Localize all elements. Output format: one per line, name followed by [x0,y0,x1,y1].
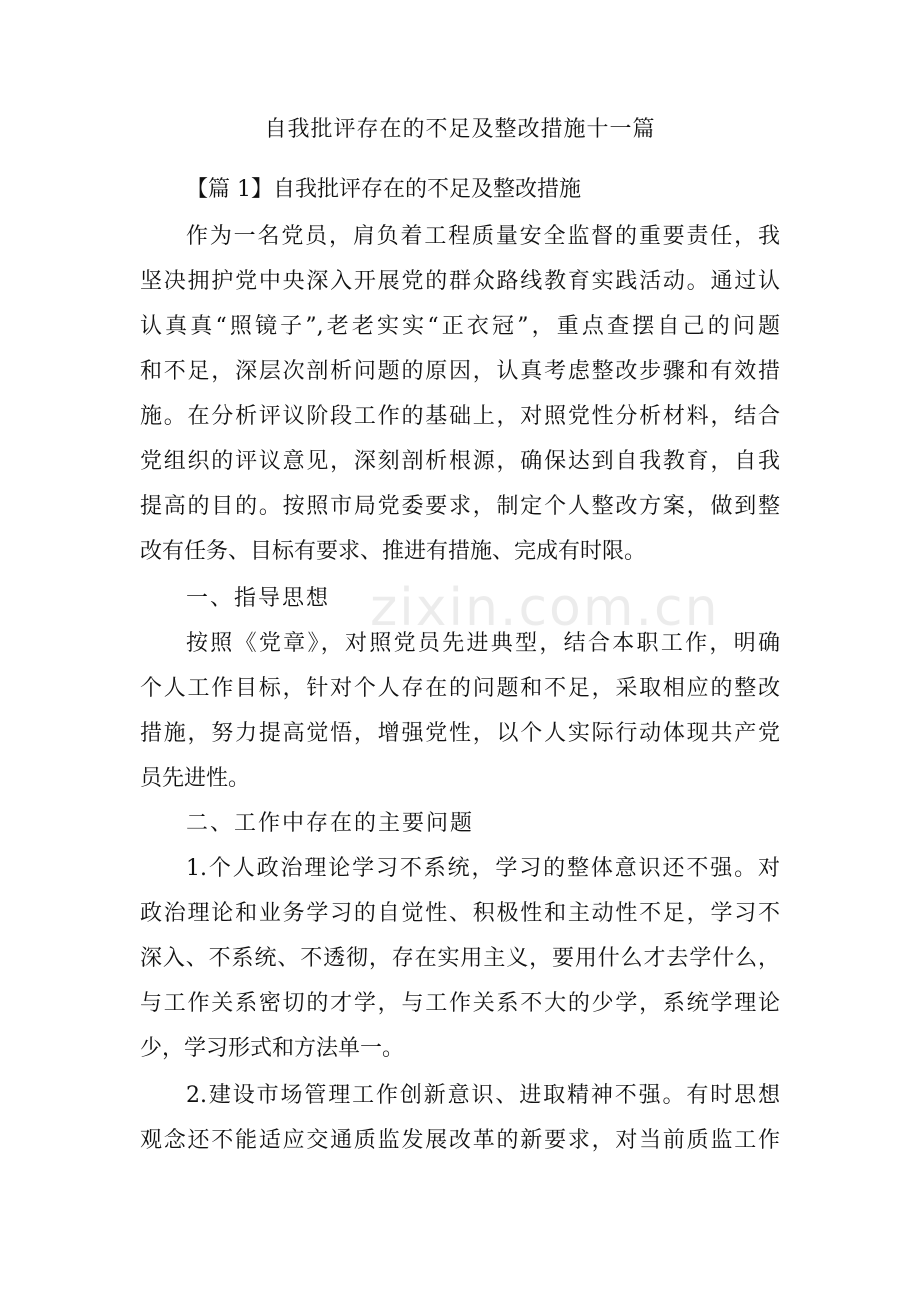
paragraph-line: 深入、不系统、不透彻，存在实用主义，要用什么才去学什么， [140,946,780,971]
paragraph-line: 坚决拥护党中央深入开展党的群众路线教育实践活动。通过认 [140,269,780,294]
paragraph-line: 少，学习形式和方法单一。 [140,1036,405,1061]
paragraph-line: 观念还不能适应交通质监发展改革的新要求，对当前质监工作 [140,1128,780,1153]
paragraph-line: 施。在分析评议阶段工作的基础上，对照党性分析材料，结合 [140,404,780,429]
paragraph-line: 党组织的评议意见，深刻剖析根源，确保达到自我教育，自我 [140,449,780,474]
paragraph-line: 2.建设市场管理工作创新意识、进取精神不强。有时思想 [186,1083,780,1108]
paragraph-line: 改有任务、目标有要求、推进有措施、完成有时限。 [140,539,647,564]
paragraph-line: 措施，努力提高觉悟，增强党性，以个人实际行动体现共产党 [140,721,780,746]
chapter-heading: 【篇 1】自我批评存在的不足及整改措施 [186,177,581,202]
section-heading: 一、指导思想 [186,586,331,611]
paragraph-line: 作为一名党员，肩负着工程质量安全监督的重要责任，我 [186,224,780,249]
paragraph-line: 与工作关系密切的才学，与工作关系不大的少学，系统学理论 [140,991,780,1016]
section-heading: 二、工作中存在的主要问题 [186,811,475,836]
paragraph-line: 和不足，深层次剖析问题的原因，认真考虑整改步骤和有效措 [140,359,780,384]
paragraph-line: 按照《党章》，对照党员先进典型，结合本职工作，明确 [186,631,780,656]
watermark: zixin.com.cn [370,578,720,638]
page-title: 自我批评存在的不足及整改措施十一篇 [264,117,656,142]
paragraph-line: 1.个人政治理论学习不系统，学习的整体意识还不强。对 [186,856,780,881]
paragraph-line: 员先进性。 [140,766,251,791]
paragraph-line: 政治理论和业务学习的自觉性、积极性和主动性不足，学习不 [140,901,780,926]
paragraph-line: 提高的目的。按照市局党委要求，制定个人整改方案，做到整 [140,494,780,519]
paragraph-line: 认真真“照镜子”,老老实实“正衣冠”，重点查摆自己的问题 [140,314,780,339]
paragraph-line: 个人工作目标，针对个人存在的问题和不足，采取相应的整改 [140,676,780,701]
